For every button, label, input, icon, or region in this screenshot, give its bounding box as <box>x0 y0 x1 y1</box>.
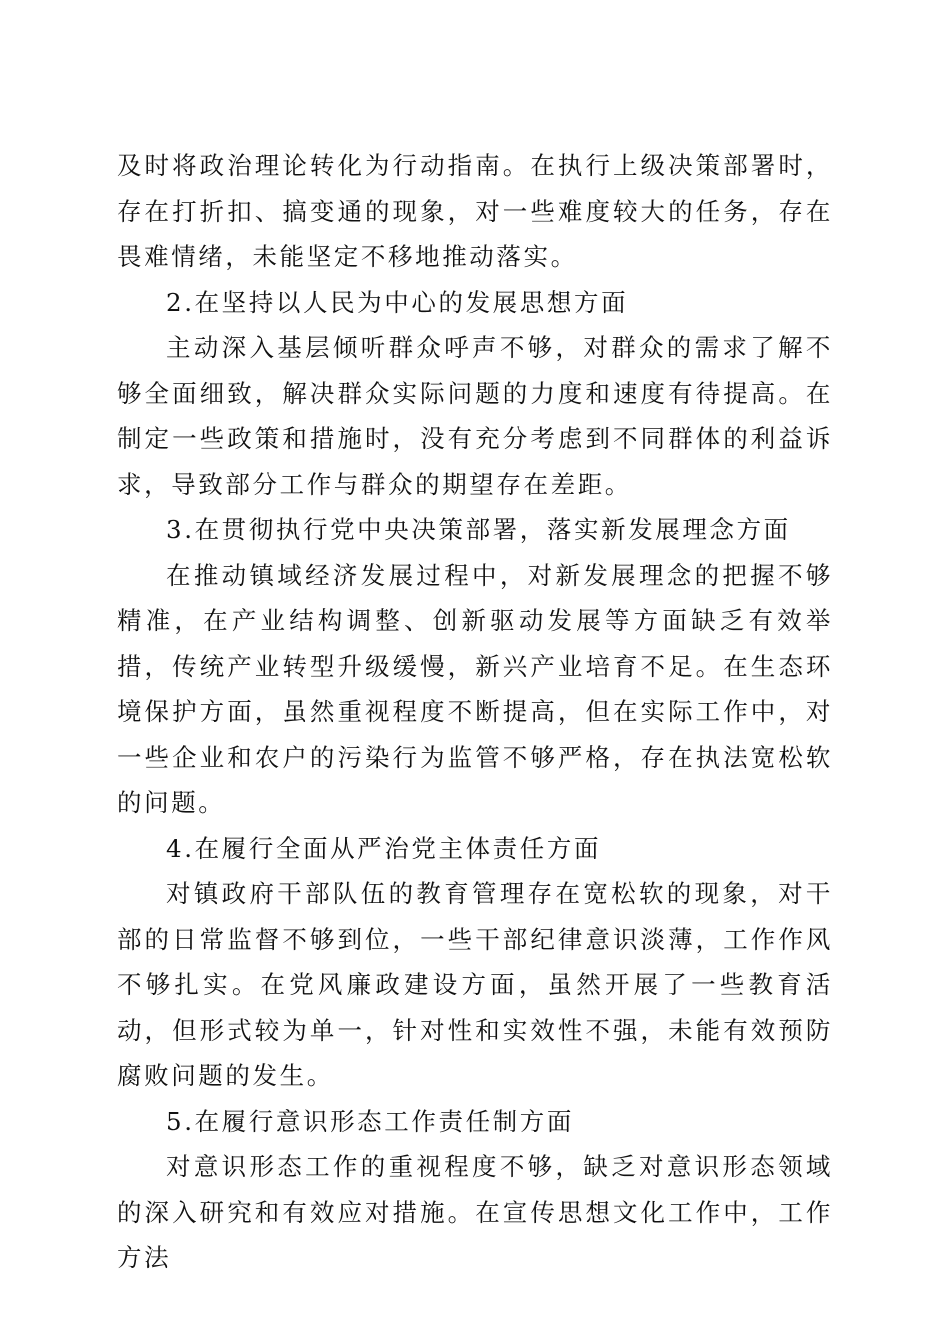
paragraph-continuation: 及时将政治理论转化为行动指南。在执行上级决策部署时，存在打折扣、搞变通的现象，对一些难度较大的任务，存在畏难情绪，未能坚定不移地推动落实。 <box>117 151 833 271</box>
document-body <box>117 143 833 1281</box>
paragraph-section-5: 对意识形态工作的重视程度不够，缺乏对意识形态领域的深入研究和有效应对措施。在宣传思想文化工作中，工作方法 <box>117 1152 833 1272</box>
section-heading-5: 5.在履行意识形态工作责任制方面 <box>166 1106 574 1136</box>
section-heading-2: 2.在坚持以人民为中心的发展思想方面 <box>166 287 629 317</box>
section-heading-3: 3.在贯彻执行党中央决策部署，落实新发展理念方面 <box>166 515 791 544</box>
paragraph-section-2: 主动深入基层倾听群众呼声不够，对群众的需求了解不够全面细致，解决群众实际问题的力度和速度有待提高。在制定一些政策和措施时，没有充分考虑到不同群体的利益诉求，导致部分工作与群众的期望存在差距。 <box>117 333 833 499</box>
paragraph-section-4: 对镇政府干部队伍的教育管理存在宽松软的现象，对干部的日常监督不够到位，一些干部纪律意识淡薄，工作作风不够扎实。在党风廉政建设方面，虽然开展了一些教育活动，但形式较为单一，针对性和实效性不强，未能有效预防腐败问题的发生。 <box>117 879 833 1090</box>
paragraph-section-3: 在推动镇域经济发展过程中，对新发展理念的把握不够精准，在产业结构调整、创新驱动发展等方面缺乏有效举措，传统产业转型升级缓慢，新兴产业培育不足。在生态环境保护方面，虽然重视程度不断提高，但在实际工作中，对一些企业和农户的污染行为监管不够严格，存在执法宽松软的问题。 <box>117 560 833 817</box>
section-heading-4: 4.在履行全面从严治党主体责任方面 <box>166 833 602 863</box>
